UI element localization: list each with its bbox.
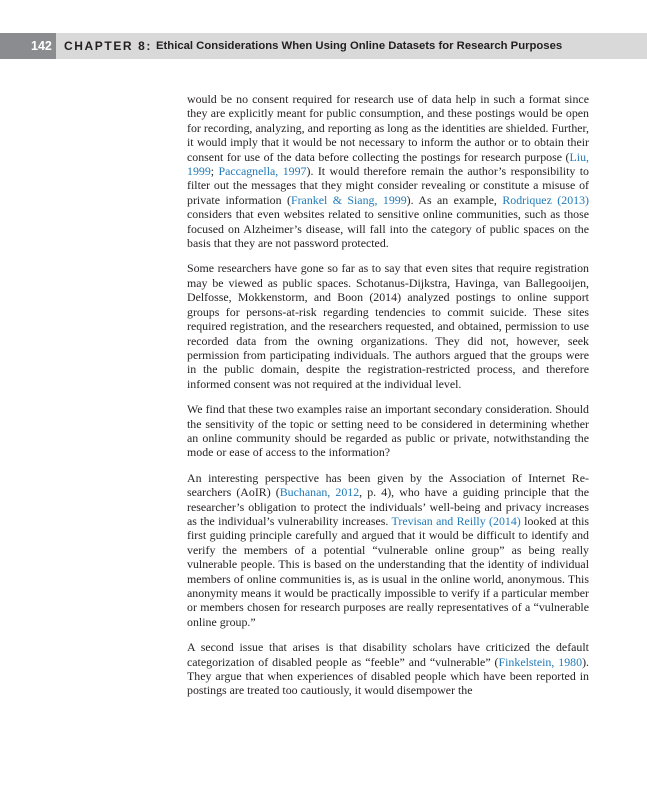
paragraph (187, 261, 589, 391)
citation-link[interactable]: Paccagnella, 1997 (218, 164, 307, 179)
text-run: We find that these two examples raise an important secondary consideration. Should the sensitivity of the topic or setting need to be considered in determining whether an online community should be regarded as public or private, notwithstanding the mode or ease of access to the information? (187, 402, 589, 460)
text-run: considers that even websites related to sensitive online communities, such as those focused on Alzheimer’s disease, will fall into the category of public spaces on the basis that they are not password protected. (187, 207, 589, 251)
chapter-title: Ethical Considerations When Using Online Datasets for Research Purposes (156, 40, 563, 52)
text-run: ; (210, 164, 219, 179)
text-run: Some researchers have gone so far as to say that even sites that require registration may be viewed as public spaces. Schotanus-Dijkstra, Havinga, van Ballegooijen, Delfosse, Mokkenstorm, and Boon (2014) analyzed postings to online support groups for persons-at-risk regarding tendencies to commit suicide. These sites required registration, and the researchers requested, and obtained, permission to use recorded data from the owning organizations. They did not, however, seek permission from participating individuals. The authors argued that the groups were in the public domain, despite the registration-restricted process, and therefore informed consent was not required at the individual level. (187, 261, 589, 391)
citation-link[interactable]: Liu, 1999 (187, 149, 589, 179)
paragraph (187, 92, 589, 250)
page-number: 142 (0, 33, 56, 59)
citation-link[interactable]: Frankel & Siang, 1999 (290, 192, 407, 207)
text-run: ). They argue that when experiences of disabled people which have been reported in postings are treated too cautiously, it would disempower the (187, 654, 589, 698)
citation-link[interactable]: Rodriquez (2013) (502, 192, 589, 207)
citation-link[interactable]: Trevisan and Reilly (2014) (391, 513, 521, 528)
citation-link[interactable]: Buchanan, 2012 (279, 485, 360, 500)
paragraph (187, 402, 589, 460)
running-header (0, 33, 647, 59)
citation-link[interactable]: Finkelstein, 1980 (498, 654, 583, 669)
text-run: , p. 4), who have a guiding principle that the researcher’s obligation to protect the individuals’ well-being and privacy increases as the individual’s vulnerability increases. (187, 485, 589, 528)
text-run: ). It would therefore remain the author’s responsibility to filter out the messages that they might consider revealing or constitute a misuse of private information ( (187, 164, 589, 207)
text-run: would be no consent required for research use of data help in such a format since they are explicitly meant for public consumption, and these postings would be open for recording, analyzing, and reporting as long as the identities are shielded. Further, it would imply that it would be not necessary to inform the author or to obtain their consent for use of the data before collecting the postings for research purpose ( (187, 92, 589, 164)
text-run: A second issue that arises is that disability scholars have criticized the default categorization of disabled people as “feeble” and “vulnerable” ( (187, 640, 589, 669)
text-run: An interesting perspective has been given by the Association of Internet Researchers (AoIR) ( (187, 470, 589, 500)
body-text (187, 92, 589, 709)
text-run: ). As an example, (406, 192, 503, 207)
paragraph (187, 640, 589, 698)
paragraph (187, 471, 589, 629)
text-run: looked at this first guiding principle carefully and argued that it would be difficult to identify and verify the members of a potential “vulnerable online group” as being really vulnerable people. This is based on the understanding that the identity of individual members of online communities is, as is usual in the online world, anonymous. This anonymity means it would be practically impossible to verify if a particular member or members chosen for research purposes are really representatives of a “vulnerable online group.” (187, 513, 589, 629)
chapter-label: CHAPTER 8: (64, 39, 153, 53)
